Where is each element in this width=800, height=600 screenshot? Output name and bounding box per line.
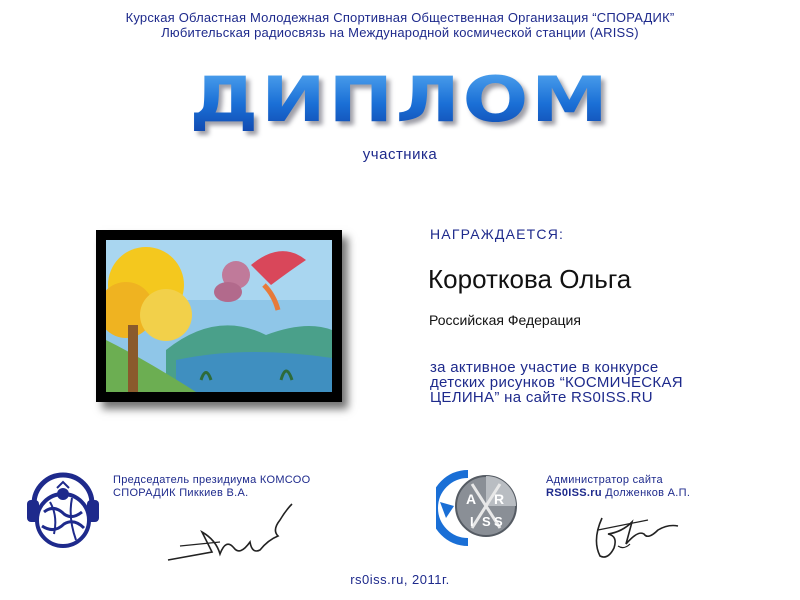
children-drawing-image — [106, 240, 332, 392]
children-drawing-frame — [96, 230, 342, 402]
ariss-letter: S — [482, 514, 491, 529]
admin-title-line: Администратор сайта — [546, 474, 663, 486]
awarded-label: НАГРАЖДАЕТСЯ: — [430, 226, 565, 242]
award-reason-line: ЦЕЛИНА” на сайте RS0ISS.RU — [430, 389, 653, 406]
admin-name: Долженков А.П. — [601, 487, 691, 499]
award-reason-line: детских рисунков “КОСМИЧЕСКАЯ — [430, 374, 683, 391]
admin-signature-title — [546, 474, 690, 500]
sporadik-globe-logo — [24, 464, 102, 556]
diploma-subtitle: участника — [362, 146, 438, 163]
ariss-letter: R — [494, 491, 505, 507]
ariss-letter: A — [466, 491, 477, 507]
recipient-country: Российская Федерация — [429, 312, 581, 328]
organization-name: Курская Областная Молодежная Спортивная Общественная Организация “СПОРАДИК” — [125, 10, 675, 25]
diploma-title: ДИПЛОМ — [0, 60, 800, 140]
award-reason-line: за активное участие в конкурсе — [430, 359, 659, 376]
ariss-logo — [436, 466, 526, 550]
recipient-name: Короткова Ольга — [428, 264, 632, 294]
chairman-title-line: СПОРАДИК Пиккиев В.А. — [113, 487, 249, 499]
chairman-title-line: Председатель президиума КОМСОО — [113, 474, 311, 486]
chairman-signature — [160, 496, 300, 570]
program-name: Любительская радиосвязь на Международной космической станции (ARISS) — [161, 25, 639, 40]
award-reason — [430, 360, 683, 405]
ariss-letter: I — [470, 514, 474, 529]
admin-name-line — [546, 487, 690, 500]
ariss-letter: S — [494, 514, 503, 529]
admin-signature — [578, 500, 698, 566]
organization-header — [0, 10, 800, 40]
admin-site: RS0ISS.ru — [546, 487, 602, 499]
footer-site-year: rs0iss.ru, 2011г. — [350, 572, 450, 587]
